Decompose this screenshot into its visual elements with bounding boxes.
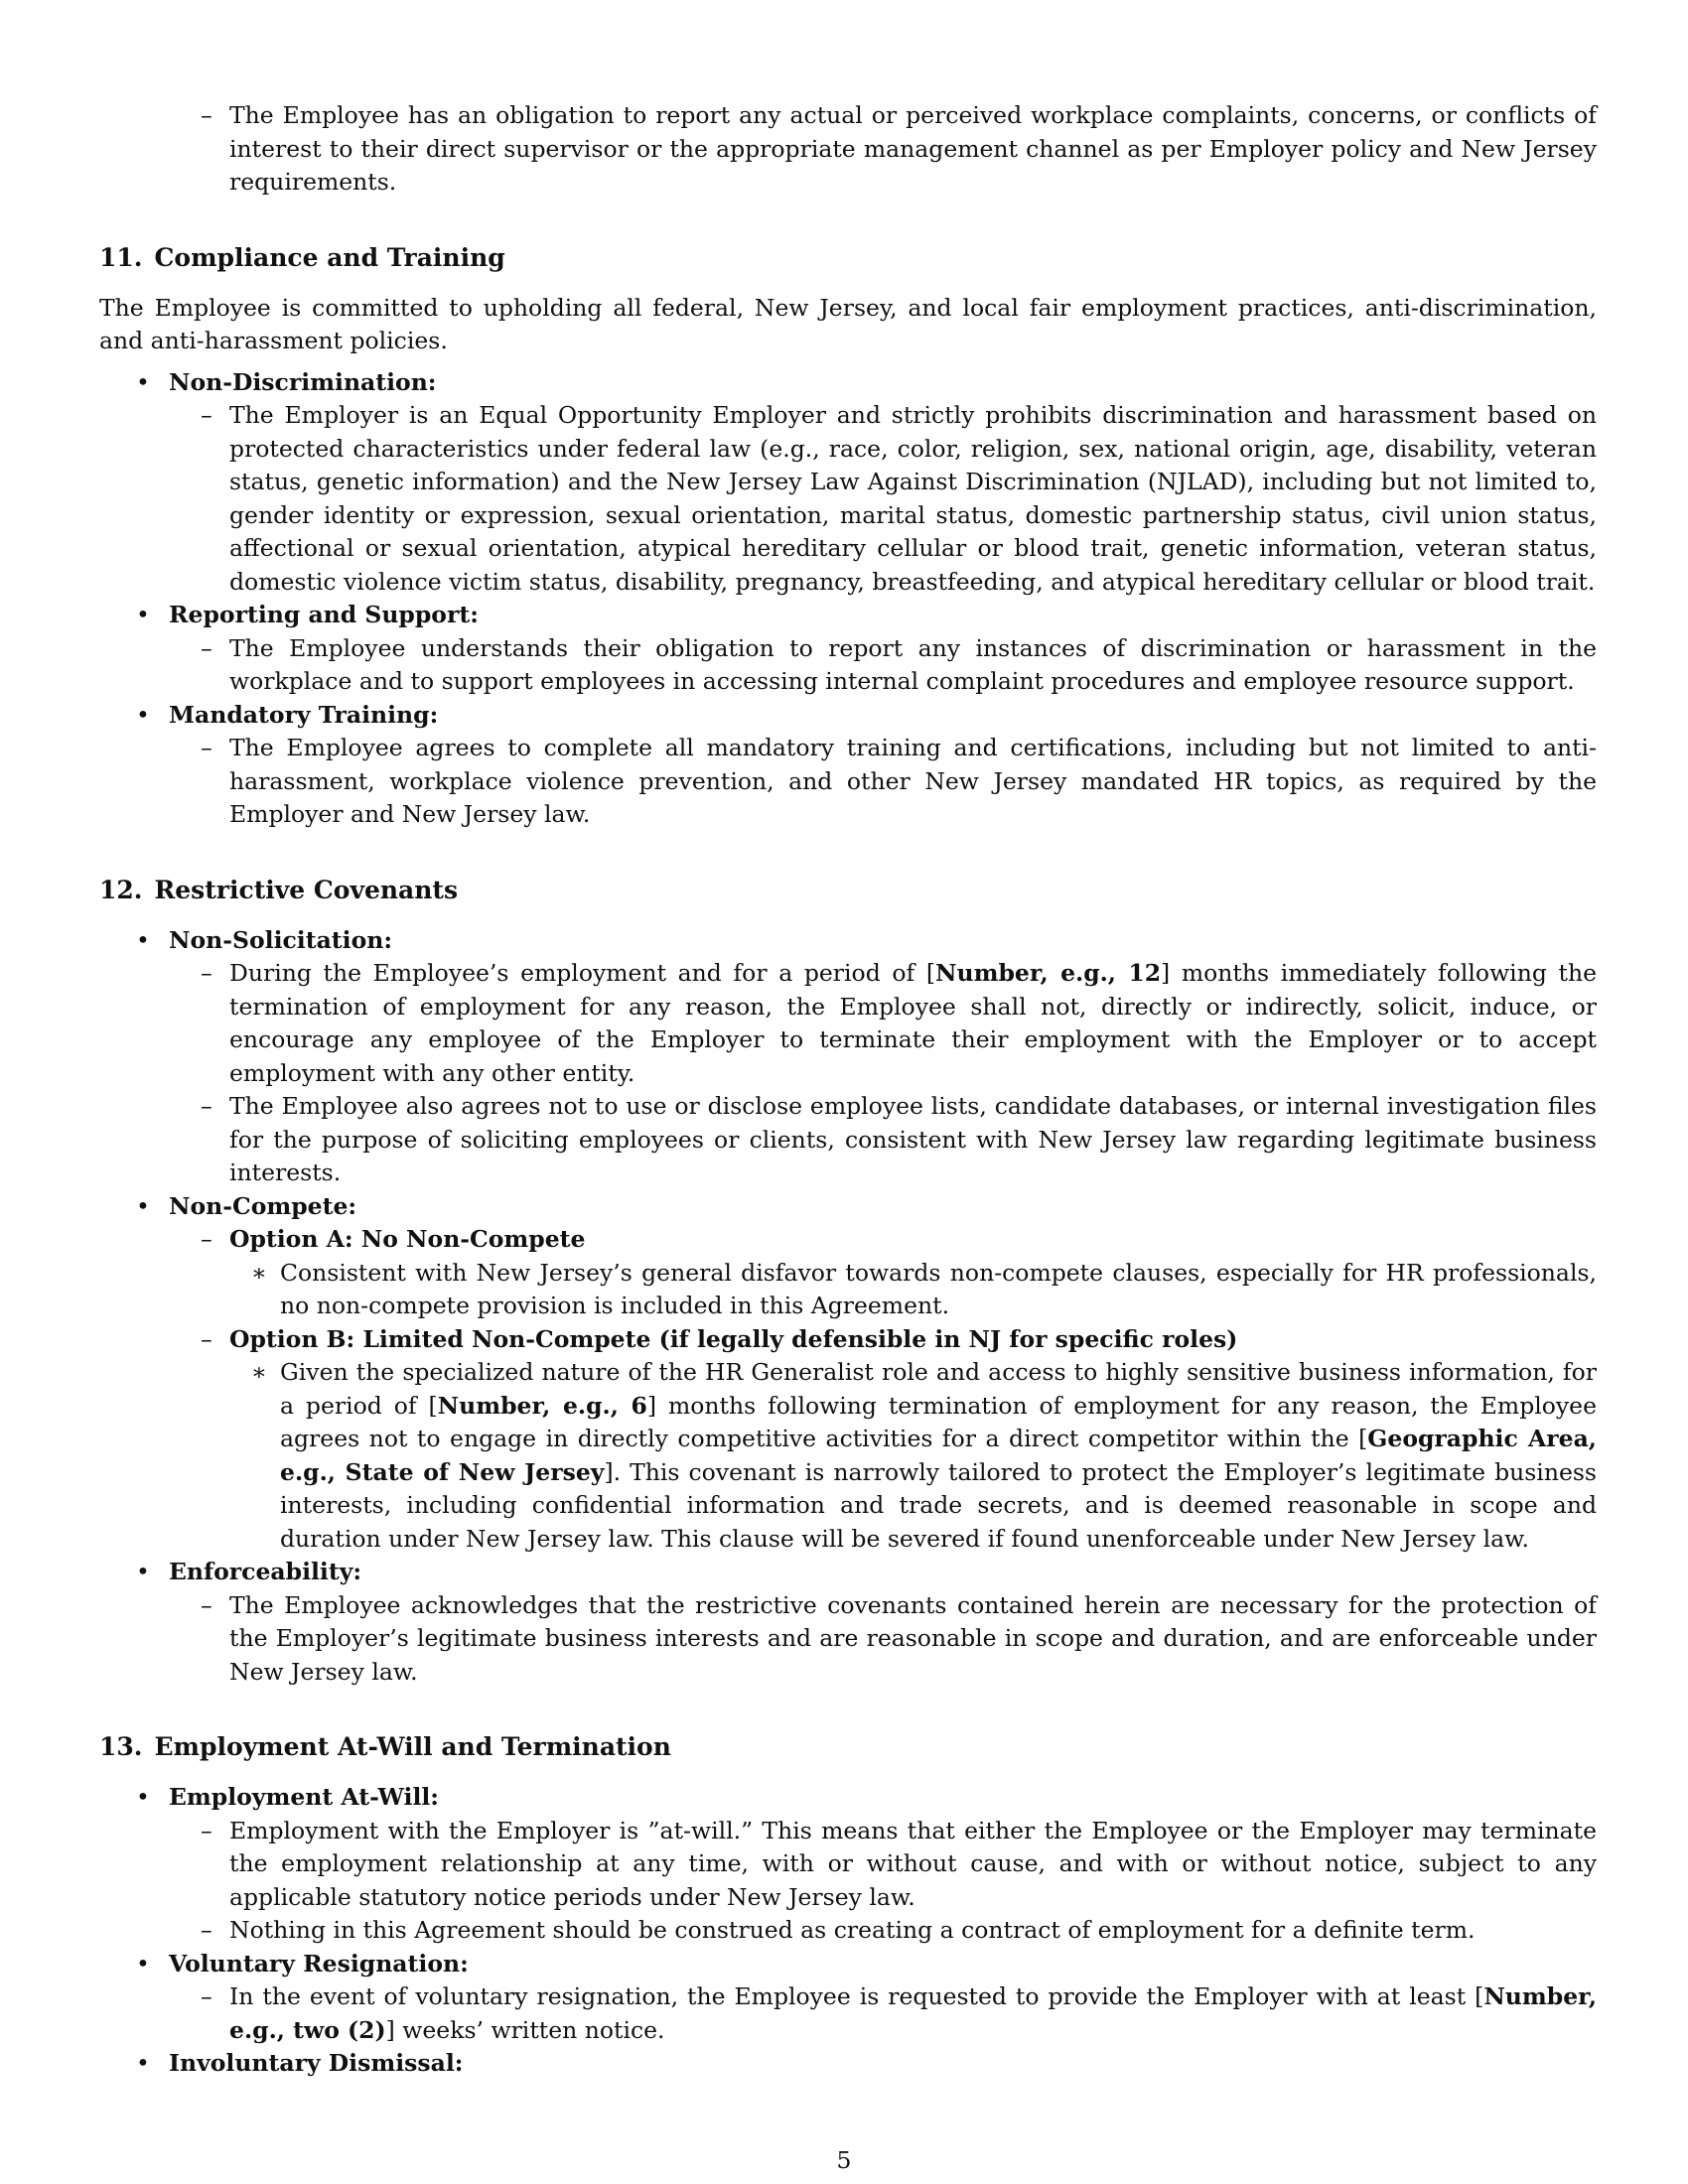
placeholder-number: Number, e.g., 12 (935, 959, 1162, 987)
placeholder-number: Number, e.g., 6 (437, 1391, 647, 1420)
list-item (99, 1781, 1597, 1948)
list-item (99, 1556, 1597, 1689)
option-a (169, 1223, 1597, 1323)
mandatory-training-label: Mandatory Training: (169, 700, 439, 729)
continuation-paragraph: – The Employee has an obligation to report any actual or perceived workplace complaints, concerns, or conflicts of interest to their direct supervisor or the appropriate management channel as per Employer policy and New Jersey requirements. (99, 99, 1597, 200)
section-11-title: Compliance and Training (154, 242, 505, 272)
option-b-text: ∗ Given the specialized nature of the HR Generalist role and access to highly sensitive business information, for a period of [Number, e.g., 6] months following termination of employment for any reason, the Employee agrees not to engage in directly competitive activities for a direct competitor within the [Geographic Area, e.g., State of New Jersey]. This covenant is narrowly tailored to protect the Employer’s legitimate business interests, including confidential information and trade secrets, and is deemed reasonable in scope and duration under New Jersey law. This clause will be severed if found unenforceable under New Jersey law. (229, 1356, 1597, 1556)
reporting-support-text: – The Employee understands their obligation to report any instances of discrimination or harassment in the workplace and to support employees in accessing internal complaint procedures and employee resource support. (169, 632, 1597, 699)
section-13-number: 13. (99, 1732, 143, 1761)
section-11-list (99, 366, 1597, 832)
list-item (99, 599, 1597, 699)
section-11-heading (99, 241, 1597, 275)
non-compete-label: Non-Compete: (169, 1191, 357, 1220)
non-discrimination-label: Non-Discrimination: (169, 367, 437, 396)
page-content (99, 99, 1597, 2081)
section-12-heading (99, 874, 1597, 907)
non-solicitation-label: Non-Solicitation: (169, 925, 393, 954)
section-12-title: Restrictive Covenants (154, 875, 459, 904)
at-will-label: Employment At-Will: (169, 1783, 439, 1811)
list-item (99, 2047, 1597, 2081)
page-number: 5 (836, 2146, 852, 2174)
enforceability-text: – The Employee acknowledges that the restrictive covenants contained herein are necessary for the protection of the Employer’s legitimate business interests and are reasonable in scope and duration, and are enforceable under New Jersey law. (169, 1589, 1597, 1690)
option-b-label: Option B: Limited Non-Compete (if legally defensible in NJ for specific roles) (229, 1324, 1238, 1353)
voluntary-resignation-label: Voluntary Resignation: (169, 1949, 469, 1978)
voluntary-resignation-text: – In the event of voluntary resignation, the Employee is requested to provide the Employer with at least [Number, e.g., two (2)] weeks’ written notice. (169, 1980, 1597, 2047)
non-solicitation-text-2: – The Employee also agrees not to use or disclose employee lists, candidate databases, or internal investigation files for the purpose of soliciting employees or clients, consistent with New Jersey law regarding legitimate business interests. (169, 1090, 1597, 1190)
section-13-list (99, 1781, 1597, 2081)
option-a-label: Option A: No Non-Compete (229, 1225, 586, 1253)
section-11-intro: The Employee is committed to upholding all federal, New Jersey, and local fair employment practices, anti-discrimination, and anti-harassment policies. (99, 293, 1597, 354)
non-solicitation-text-1: – During the Employee’s employment and for a period of [Number, e.g., 12] months immediately following the termination of employment for any reason, the Employee shall not, directly or indirectly, solicit, induce, or encourage any employee of the Employer to terminate their employment with the Employer or to accept employment with any other entity. (169, 957, 1597, 1090)
mandatory-training-text: – The Employee agrees to complete all mandatory training and certifications, including but not limited to anti-harassment, workplace violence prevention, and other New Jersey mandated HR topics, as required by the Employer and New Jersey law. (169, 732, 1597, 832)
non-discrimination-text: – The Employer is an Equal Opportunity Employer and strictly prohibits discrimination and harassment based on protected characteristics under federal law (e.g., race, color, religion, sex, national origin, age, disability, veteran status, genetic information) and the New Jersey Law Against Discrimination (NJLAD), including but not limited to, gender identity or expression, sexual orientation, marital status, domestic partnership status, civil union status, affectional or sexual orientation, atypical hereditary cellular or blood trait, genetic information, veteran status, domestic violence victim status, disability, pregnancy, breastfeeding, and atypical hereditary cellular or blood trait. (169, 399, 1597, 599)
list-item (99, 1948, 1597, 2048)
enforceability-label: Enforceability: (169, 1558, 362, 1585)
placeholder-number: Number, e.g., two (2) (229, 1982, 1597, 2044)
placeholder-geographic-area: Geographic Area, e.g., State of New Jersey (280, 1425, 1597, 1486)
section-12-number: 12. (99, 875, 143, 904)
section-13-heading (99, 1730, 1597, 1764)
involuntary-dismissal-label: Involuntary Dismissal: (169, 2049, 464, 2077)
at-will-text-2: – Nothing in this Agreement should be construed as creating a contract of employment for a definite term. (169, 1914, 1597, 1948)
section-12-list (99, 924, 1597, 1690)
list-item (99, 366, 1597, 600)
list-item (99, 699, 1597, 832)
at-will-text-1: – Employment with the Employer is ”at-will.” This means that either the Employee or the Employer may terminate the employment relationship at any time, with or without cause, and with or without notice, subject to any applicable statutory notice periods under New Jersey law. (169, 1815, 1597, 1915)
option-a-text: ∗ Consistent with New Jersey’s general disfavor towards non-compete clauses, especially for HR professionals, no non-compete provision is included in this Agreement. (229, 1257, 1597, 1323)
section-11-number: 11. (99, 242, 143, 272)
list-item (99, 924, 1597, 1190)
section-13-title: Employment At-Will and Termination (154, 1732, 671, 1761)
list-item (99, 1190, 1597, 1557)
option-b (169, 1323, 1597, 1557)
reporting-support-label: Reporting and Support: (169, 601, 479, 628)
